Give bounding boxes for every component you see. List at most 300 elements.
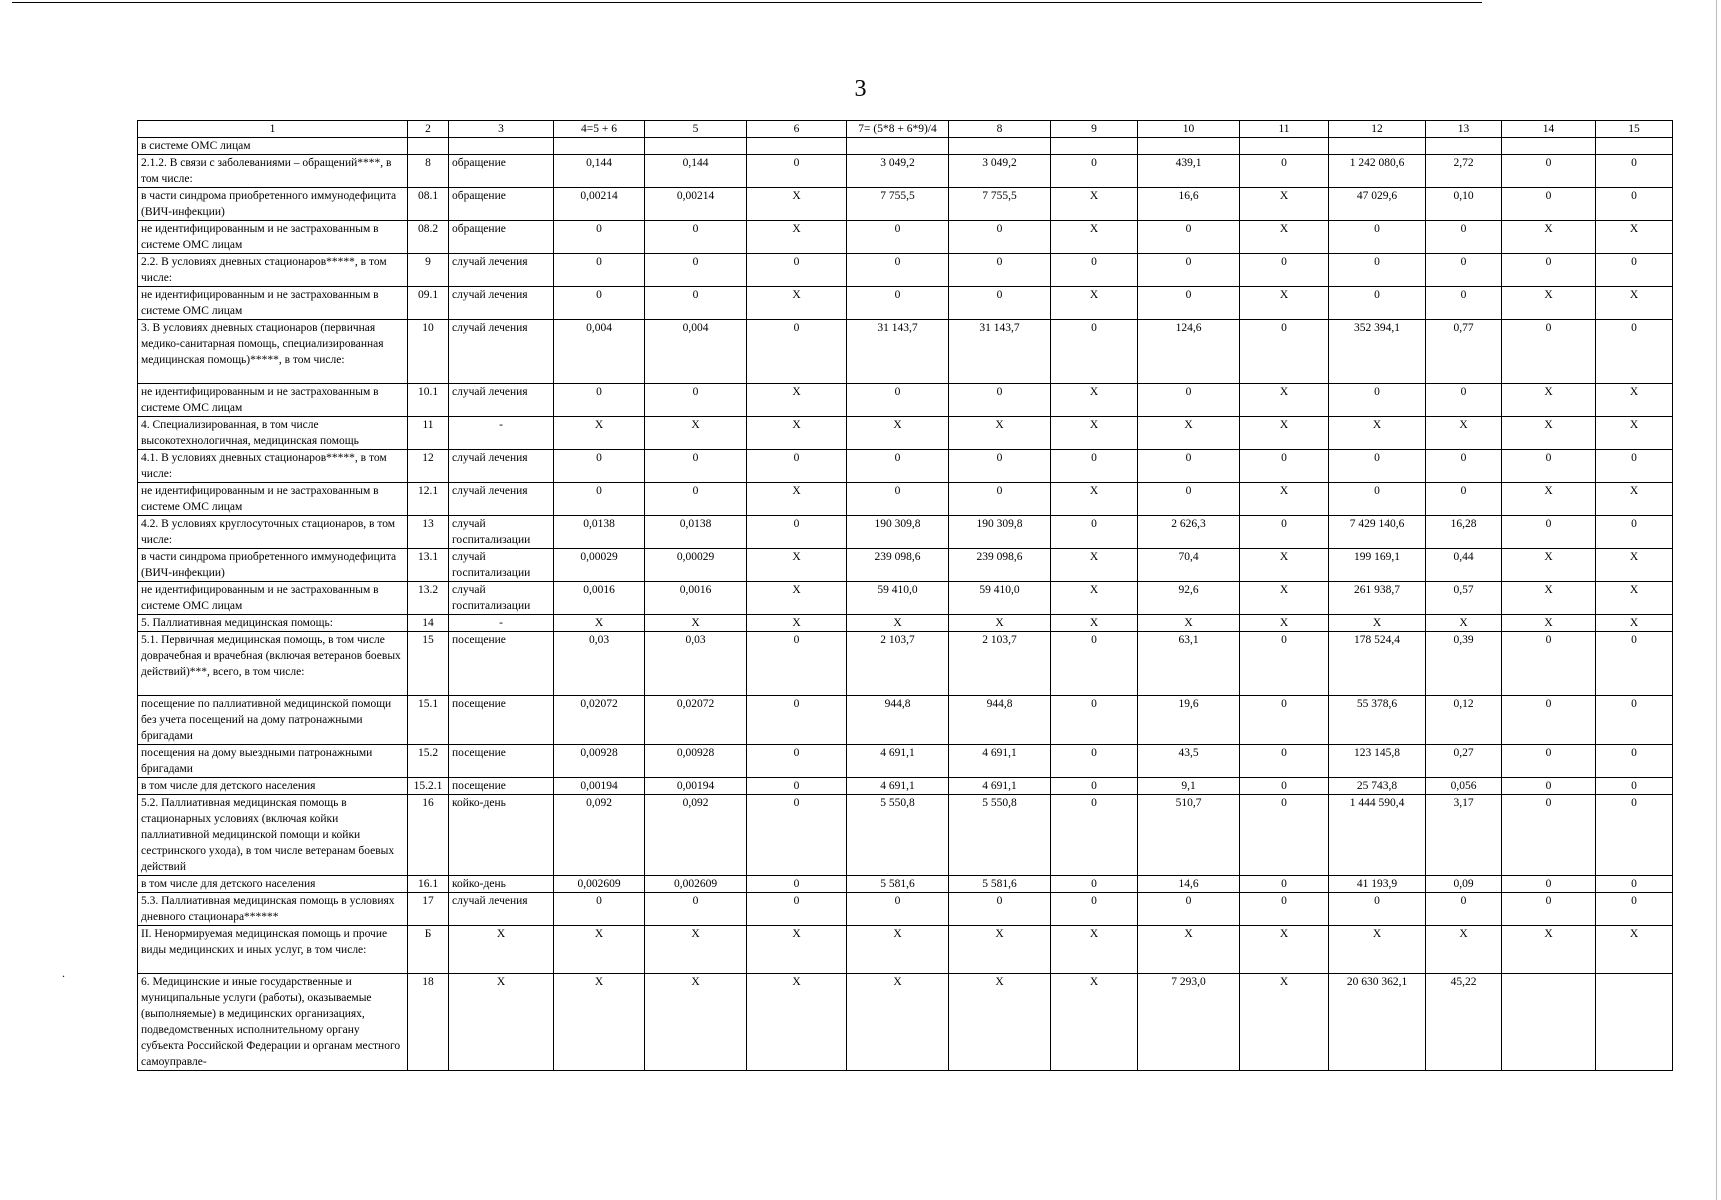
value-cell: 0 bbox=[645, 221, 747, 254]
value-cell: Х bbox=[1051, 974, 1138, 1071]
value-cell: 0 bbox=[1596, 795, 1673, 876]
row-label: II. Ненормируемая медицинская помощь и прочие виды медицинских и иных услуг, в том числе: bbox=[138, 926, 408, 974]
value-cell: 0 bbox=[949, 483, 1051, 516]
value-cell: 0 bbox=[949, 450, 1051, 483]
value-cell: 0 bbox=[847, 287, 949, 320]
value-cell: Х bbox=[554, 615, 645, 632]
value-cell: 0 bbox=[554, 384, 645, 417]
value-cell: 0 bbox=[1596, 188, 1673, 221]
value-cell: Х bbox=[554, 974, 645, 1071]
unit-cell: Х bbox=[449, 926, 554, 974]
header-cell: 4=5 + 6 bbox=[554, 121, 645, 138]
unit-cell: случай лечения bbox=[449, 450, 554, 483]
value-cell: 59 410,0 bbox=[949, 582, 1051, 615]
row-label: 4.2. В условиях круглосуточных стационаров, в том числе: bbox=[138, 516, 408, 549]
value-cell: 4 691,1 bbox=[847, 745, 949, 778]
value-cell: 0,03 bbox=[645, 632, 747, 696]
table-row bbox=[138, 516, 1673, 549]
row-label: 2.1.2. В связи с заболеваниями – обращений****, в том числе: bbox=[138, 155, 408, 188]
value-cell: Х bbox=[847, 615, 949, 632]
table-row bbox=[138, 320, 1673, 384]
value-cell: 0 bbox=[1138, 254, 1240, 287]
header-cell: 9 bbox=[1051, 121, 1138, 138]
header-cell: 11 bbox=[1240, 121, 1329, 138]
value-cell: 0 bbox=[747, 696, 847, 745]
value-cell: Х bbox=[1502, 582, 1596, 615]
value-cell: 0 bbox=[949, 893, 1051, 926]
value-cell: 0 bbox=[645, 483, 747, 516]
value-cell: 190 309,8 bbox=[949, 516, 1051, 549]
value-cell: 16,28 bbox=[1426, 516, 1502, 549]
value-cell: 0 bbox=[645, 384, 747, 417]
value-cell: 2 103,7 bbox=[949, 632, 1051, 696]
row-code: 08.2 bbox=[408, 221, 449, 254]
value-cell: 63,1 bbox=[1138, 632, 1240, 696]
unit-cell bbox=[449, 138, 554, 155]
value-cell: Х bbox=[1596, 417, 1673, 450]
value-cell: Х bbox=[645, 615, 747, 632]
value-cell: Х bbox=[1502, 417, 1596, 450]
value-cell: 0,0016 bbox=[645, 582, 747, 615]
row-code: 15.2 bbox=[408, 745, 449, 778]
value-cell: 31 143,7 bbox=[949, 320, 1051, 384]
value-cell: 0 bbox=[847, 450, 949, 483]
header-cell: 10 bbox=[1138, 121, 1240, 138]
value-cell: Х bbox=[1138, 926, 1240, 974]
value-cell: 0 bbox=[1240, 320, 1329, 384]
value-cell: 0 bbox=[747, 893, 847, 926]
value-cell: 0,144 bbox=[554, 155, 645, 188]
table-row bbox=[138, 221, 1673, 254]
value-cell: 0,39 bbox=[1426, 632, 1502, 696]
side-rule bbox=[1716, 0, 1717, 1200]
value-cell: 9,1 bbox=[1138, 778, 1240, 795]
value-cell: Х bbox=[1051, 926, 1138, 974]
value-cell: Х bbox=[1051, 188, 1138, 221]
header-cell: 14 bbox=[1502, 121, 1596, 138]
table-row bbox=[138, 188, 1673, 221]
value-cell: 0,0138 bbox=[554, 516, 645, 549]
value-cell: 45,22 bbox=[1426, 974, 1502, 1071]
value-cell: 19,6 bbox=[1138, 696, 1240, 745]
row-label: 5.1. Первичная медицинская помощь, в том числе доврачебная и врачебная (включая ветеранов боевых действий)***, всего, в том числе: bbox=[138, 632, 408, 696]
unit-cell: случай лечения bbox=[449, 483, 554, 516]
value-cell: 0 bbox=[1329, 483, 1426, 516]
row-label: в том числе для детского населения bbox=[138, 778, 408, 795]
value-cell: 0 bbox=[1502, 320, 1596, 384]
value-cell: 439,1 bbox=[1138, 155, 1240, 188]
value-cell: 43,5 bbox=[1138, 745, 1240, 778]
value-cell: 0 bbox=[1502, 188, 1596, 221]
value-cell: 0,00928 bbox=[645, 745, 747, 778]
value-cell bbox=[747, 138, 847, 155]
value-cell: 55 378,6 bbox=[1329, 696, 1426, 745]
value-cell: 0 bbox=[1329, 450, 1426, 483]
header-cell: 12 bbox=[1329, 121, 1426, 138]
row-code: 18 bbox=[408, 974, 449, 1071]
unit-cell: обращение bbox=[449, 155, 554, 188]
value-cell: 0 bbox=[1240, 745, 1329, 778]
value-cell: 0 bbox=[554, 287, 645, 320]
value-cell: 0 bbox=[1240, 632, 1329, 696]
value-cell: Х bbox=[645, 417, 747, 450]
value-cell: 0 bbox=[1138, 221, 1240, 254]
value-cell: 0 bbox=[949, 287, 1051, 320]
value-cell: 0,0016 bbox=[554, 582, 645, 615]
value-cell: 0 bbox=[1240, 155, 1329, 188]
table-row bbox=[138, 974, 1673, 1071]
value-cell bbox=[1138, 138, 1240, 155]
value-cell: 0 bbox=[1240, 795, 1329, 876]
value-cell: 25 743,8 bbox=[1329, 778, 1426, 795]
value-cell bbox=[1596, 138, 1673, 155]
row-code: 12 bbox=[408, 450, 449, 483]
table-row bbox=[138, 549, 1673, 582]
value-cell: 0 bbox=[1051, 696, 1138, 745]
value-cell: Х bbox=[1240, 483, 1329, 516]
value-cell: Х bbox=[1138, 417, 1240, 450]
row-label: 6. Медицинские и иные государственные и муниципальные услуги (работы), оказываемые (выполняемые) в медицинских организациях, подведомственных исполнительному органу субъекта Российской Федерации и органам местного самоуправле- bbox=[138, 974, 408, 1071]
value-cell: Х bbox=[747, 417, 847, 450]
value-cell: 0,12 bbox=[1426, 696, 1502, 745]
value-cell: 0 bbox=[1596, 745, 1673, 778]
value-cell bbox=[949, 138, 1051, 155]
value-cell bbox=[1329, 138, 1426, 155]
value-cell: 2 103,7 bbox=[847, 632, 949, 696]
row-code: 15.1 bbox=[408, 696, 449, 745]
value-cell: Х bbox=[1596, 926, 1673, 974]
row-code: 08.1 bbox=[408, 188, 449, 221]
value-cell: 0,004 bbox=[554, 320, 645, 384]
value-cell: 0 bbox=[1502, 450, 1596, 483]
value-cell bbox=[1051, 138, 1138, 155]
value-cell: 0 bbox=[949, 384, 1051, 417]
value-cell: Х bbox=[1051, 417, 1138, 450]
value-cell: 0 bbox=[847, 254, 949, 287]
value-cell: 0 bbox=[1240, 893, 1329, 926]
value-cell bbox=[1240, 138, 1329, 155]
value-cell: 0,144 bbox=[645, 155, 747, 188]
value-cell: 0 bbox=[1596, 320, 1673, 384]
unit-cell: обращение bbox=[449, 188, 554, 221]
value-cell: Х bbox=[554, 417, 645, 450]
value-cell: 0 bbox=[1596, 450, 1673, 483]
value-cell: 0 bbox=[554, 221, 645, 254]
value-cell: 0,27 bbox=[1426, 745, 1502, 778]
value-cell: 0 bbox=[1051, 320, 1138, 384]
unit-cell: Х bbox=[449, 974, 554, 1071]
value-cell: 0 bbox=[1596, 893, 1673, 926]
table-row bbox=[138, 615, 1673, 632]
value-cell: Х bbox=[1051, 287, 1138, 320]
unit-cell: обращение bbox=[449, 221, 554, 254]
value-cell: 0,03 bbox=[554, 632, 645, 696]
value-cell: Х bbox=[645, 926, 747, 974]
value-cell: Х bbox=[949, 974, 1051, 1071]
value-cell: 0 bbox=[1240, 778, 1329, 795]
value-cell: 2 626,3 bbox=[1138, 516, 1240, 549]
value-cell: 123 145,8 bbox=[1329, 745, 1426, 778]
value-cell: Х bbox=[747, 549, 847, 582]
value-cell: Х bbox=[747, 384, 847, 417]
table-row bbox=[138, 287, 1673, 320]
row-label: не идентифицированным и не застрахованным в системе ОМС лицам bbox=[138, 483, 408, 516]
value-cell: Х bbox=[1240, 549, 1329, 582]
value-cell: Х bbox=[1051, 582, 1138, 615]
value-cell: 0 bbox=[1502, 155, 1596, 188]
value-cell: 0 bbox=[847, 893, 949, 926]
value-cell: 0 bbox=[1138, 483, 1240, 516]
value-cell: 0 bbox=[1051, 778, 1138, 795]
value-cell bbox=[1502, 974, 1596, 1071]
data-table bbox=[137, 120, 1673, 1071]
value-cell: Х bbox=[554, 926, 645, 974]
value-cell: Х bbox=[1426, 615, 1502, 632]
row-code: 09.1 bbox=[408, 287, 449, 320]
table-row bbox=[138, 893, 1673, 926]
value-cell: 0,10 bbox=[1426, 188, 1502, 221]
value-cell: Х bbox=[747, 483, 847, 516]
value-cell: 239 098,6 bbox=[949, 549, 1051, 582]
value-cell: 3 049,2 bbox=[949, 155, 1051, 188]
table-row bbox=[138, 254, 1673, 287]
unit-cell: койко-день bbox=[449, 795, 554, 876]
value-cell bbox=[1426, 138, 1502, 155]
header-cell: 3 bbox=[449, 121, 554, 138]
unit-cell: случай лечения bbox=[449, 254, 554, 287]
row-label: в том числе для детского населения bbox=[138, 876, 408, 893]
row-code: 13 bbox=[408, 516, 449, 549]
value-cell: 352 394,1 bbox=[1329, 320, 1426, 384]
value-cell: 261 938,7 bbox=[1329, 582, 1426, 615]
value-cell: Х bbox=[747, 221, 847, 254]
value-cell: 7 429 140,6 bbox=[1329, 516, 1426, 549]
value-cell: 0 bbox=[1502, 254, 1596, 287]
table-row bbox=[138, 795, 1673, 876]
value-cell: 0 bbox=[747, 745, 847, 778]
table-row bbox=[138, 778, 1673, 795]
row-label: не идентифицированным и не застрахованным в системе ОМС лицам bbox=[138, 221, 408, 254]
value-cell: Х bbox=[747, 188, 847, 221]
value-cell: 124,6 bbox=[1138, 320, 1240, 384]
value-cell: Х bbox=[1329, 417, 1426, 450]
row-label: в части синдрома приобретенного иммунодефицита (ВИЧ-инфекции) bbox=[138, 188, 408, 221]
row-label: 4. Специализированная, в том числе высокотехнологичная, медицинская помощь bbox=[138, 417, 408, 450]
value-cell: 0,00194 bbox=[645, 778, 747, 795]
unit-cell: случай лечения bbox=[449, 320, 554, 384]
value-cell: 0 bbox=[847, 384, 949, 417]
value-cell: 0 bbox=[949, 254, 1051, 287]
value-cell: 0 bbox=[1051, 155, 1138, 188]
value-cell: Х bbox=[847, 974, 949, 1071]
value-cell: Х bbox=[847, 926, 949, 974]
row-label: 5.3. Паллиативная медицинская помощь в условиях дневного стационара****** bbox=[138, 893, 408, 926]
value-cell: Х bbox=[1240, 582, 1329, 615]
value-cell: 20 630 362,1 bbox=[1329, 974, 1426, 1071]
value-cell: 0 bbox=[1240, 876, 1329, 893]
value-cell bbox=[1502, 138, 1596, 155]
row-code: 16.1 bbox=[408, 876, 449, 893]
unit-cell: случай госпитализации bbox=[449, 516, 554, 549]
header-cell: 2 bbox=[408, 121, 449, 138]
value-cell: 0 bbox=[1329, 384, 1426, 417]
value-cell: 0,092 bbox=[554, 795, 645, 876]
value-cell: 0 bbox=[847, 483, 949, 516]
value-cell: 0 bbox=[1426, 254, 1502, 287]
value-cell: Х bbox=[1240, 287, 1329, 320]
value-cell: 7 293,0 bbox=[1138, 974, 1240, 1071]
value-cell: 0 bbox=[1502, 778, 1596, 795]
value-cell: 0 bbox=[1240, 696, 1329, 745]
value-cell: Х bbox=[1502, 384, 1596, 417]
value-cell: 0 bbox=[1426, 483, 1502, 516]
value-cell: 7 755,5 bbox=[949, 188, 1051, 221]
row-label: 4.1. В условиях дневных стационаров*****, в том числе: bbox=[138, 450, 408, 483]
value-cell: Х bbox=[1596, 615, 1673, 632]
value-cell: Х bbox=[1596, 549, 1673, 582]
value-cell: 0 bbox=[1596, 516, 1673, 549]
value-cell: 0 bbox=[747, 876, 847, 893]
row-code: 16 bbox=[408, 795, 449, 876]
value-cell bbox=[554, 138, 645, 155]
value-cell: Х bbox=[747, 287, 847, 320]
header-cell: 6 bbox=[747, 121, 847, 138]
value-cell: 0 bbox=[1138, 893, 1240, 926]
value-cell: Х bbox=[1502, 549, 1596, 582]
row-label: в части синдрома приобретенного иммунодефицита (ВИЧ-инфекции) bbox=[138, 549, 408, 582]
table-row bbox=[138, 417, 1673, 450]
value-cell: Х bbox=[1502, 221, 1596, 254]
value-cell: Х bbox=[1240, 417, 1329, 450]
value-cell: 0 bbox=[1502, 632, 1596, 696]
value-cell: 0 bbox=[1426, 384, 1502, 417]
value-cell: 0 bbox=[1596, 155, 1673, 188]
value-cell: 0 bbox=[1596, 696, 1673, 745]
value-cell: 0 bbox=[1502, 516, 1596, 549]
value-cell: 0 bbox=[1051, 516, 1138, 549]
value-cell: Х bbox=[1426, 417, 1502, 450]
value-cell: 0,002609 bbox=[554, 876, 645, 893]
header-cell: 5 bbox=[645, 121, 747, 138]
value-cell: 0 bbox=[1329, 221, 1426, 254]
row-label: 3. В условиях дневных стационаров (первичная медико-санитарная помощь, специализированная медицинская помощь)*****, в том числе: bbox=[138, 320, 408, 384]
value-cell: 4 691,1 bbox=[847, 778, 949, 795]
value-cell: Х bbox=[747, 926, 847, 974]
value-cell: 0 bbox=[1502, 876, 1596, 893]
value-cell: 0 bbox=[1138, 384, 1240, 417]
value-cell: 178 524,4 bbox=[1329, 632, 1426, 696]
row-code: 13.2 bbox=[408, 582, 449, 615]
row-label: посещение по паллиативной медицинской помощи без учета посещений на дому патронажными бригадами bbox=[138, 696, 408, 745]
value-cell bbox=[847, 138, 949, 155]
value-cell: 0,056 bbox=[1426, 778, 1502, 795]
value-cell: 0 bbox=[949, 221, 1051, 254]
value-cell: 0,57 bbox=[1426, 582, 1502, 615]
value-cell: 944,8 bbox=[847, 696, 949, 745]
value-cell: 4 691,1 bbox=[949, 745, 1051, 778]
header-cell: 7= (5*8 + 6*9)/4 bbox=[847, 121, 949, 138]
unit-cell: случай лечения bbox=[449, 287, 554, 320]
value-cell: 7 755,5 bbox=[847, 188, 949, 221]
table-row bbox=[138, 384, 1673, 417]
unit-cell: посещение bbox=[449, 696, 554, 745]
row-code: 8 bbox=[408, 155, 449, 188]
value-cell: 1 242 080,6 bbox=[1329, 155, 1426, 188]
value-cell: Х bbox=[1240, 615, 1329, 632]
value-cell: Х bbox=[1240, 384, 1329, 417]
value-cell: Х bbox=[747, 615, 847, 632]
value-cell: Х bbox=[1502, 615, 1596, 632]
value-cell: 0 bbox=[747, 155, 847, 188]
value-cell: 0 bbox=[1138, 287, 1240, 320]
value-cell: 0,092 bbox=[645, 795, 747, 876]
value-cell: 0,00928 bbox=[554, 745, 645, 778]
value-cell: 0,0138 bbox=[645, 516, 747, 549]
row-code: 17 bbox=[408, 893, 449, 926]
row-code: 14 bbox=[408, 615, 449, 632]
unit-cell: случай лечения bbox=[449, 384, 554, 417]
value-cell: 0,00029 bbox=[554, 549, 645, 582]
value-cell: 3 049,2 bbox=[847, 155, 949, 188]
row-code: 15 bbox=[408, 632, 449, 696]
value-cell: 0 bbox=[554, 483, 645, 516]
value-cell: Х bbox=[1051, 221, 1138, 254]
row-code: 11 bbox=[408, 417, 449, 450]
value-cell: 14,6 bbox=[1138, 876, 1240, 893]
value-cell: 0,00029 bbox=[645, 549, 747, 582]
value-cell: 0 bbox=[554, 254, 645, 287]
unit-cell: койко-день bbox=[449, 876, 554, 893]
value-cell: Х bbox=[1240, 974, 1329, 1071]
value-cell: 5 581,6 bbox=[847, 876, 949, 893]
value-cell: 16,6 bbox=[1138, 188, 1240, 221]
value-cell: 0 bbox=[1596, 632, 1673, 696]
value-cell: 0,00194 bbox=[554, 778, 645, 795]
table-row bbox=[138, 876, 1673, 893]
row-code: 10 bbox=[408, 320, 449, 384]
value-cell: Х bbox=[1596, 221, 1673, 254]
value-cell: Х bbox=[1051, 615, 1138, 632]
row-label: не идентифицированным и не застрахованным в системе ОМС лицам bbox=[138, 384, 408, 417]
value-cell: Х bbox=[1051, 549, 1138, 582]
value-cell: Х bbox=[1596, 287, 1673, 320]
row-label: не идентифицированным и не застрахованным в системе ОМС лицам bbox=[138, 287, 408, 320]
value-cell: 0 bbox=[554, 893, 645, 926]
value-cell: 0 bbox=[1426, 287, 1502, 320]
value-cell: 5 581,6 bbox=[949, 876, 1051, 893]
value-cell: 0 bbox=[1426, 221, 1502, 254]
row-code: 10.1 bbox=[408, 384, 449, 417]
table-row bbox=[138, 582, 1673, 615]
value-cell: 0 bbox=[645, 254, 747, 287]
value-cell: Х bbox=[1051, 483, 1138, 516]
value-cell: 199 169,1 bbox=[1329, 549, 1426, 582]
value-cell: Х bbox=[747, 582, 847, 615]
row-code bbox=[408, 138, 449, 155]
table-row bbox=[138, 450, 1673, 483]
value-cell: 0,00214 bbox=[554, 188, 645, 221]
value-cell: 944,8 bbox=[949, 696, 1051, 745]
value-cell: 0 bbox=[1051, 450, 1138, 483]
row-label: в системе ОМС лицам bbox=[138, 138, 408, 155]
value-cell: Х bbox=[1502, 287, 1596, 320]
value-cell: 5 550,8 bbox=[847, 795, 949, 876]
value-cell: Х bbox=[1138, 615, 1240, 632]
scan-speck: . bbox=[62, 966, 65, 980]
header-cell: 13 bbox=[1426, 121, 1502, 138]
header-row bbox=[138, 121, 1673, 138]
value-cell: 0 bbox=[645, 893, 747, 926]
